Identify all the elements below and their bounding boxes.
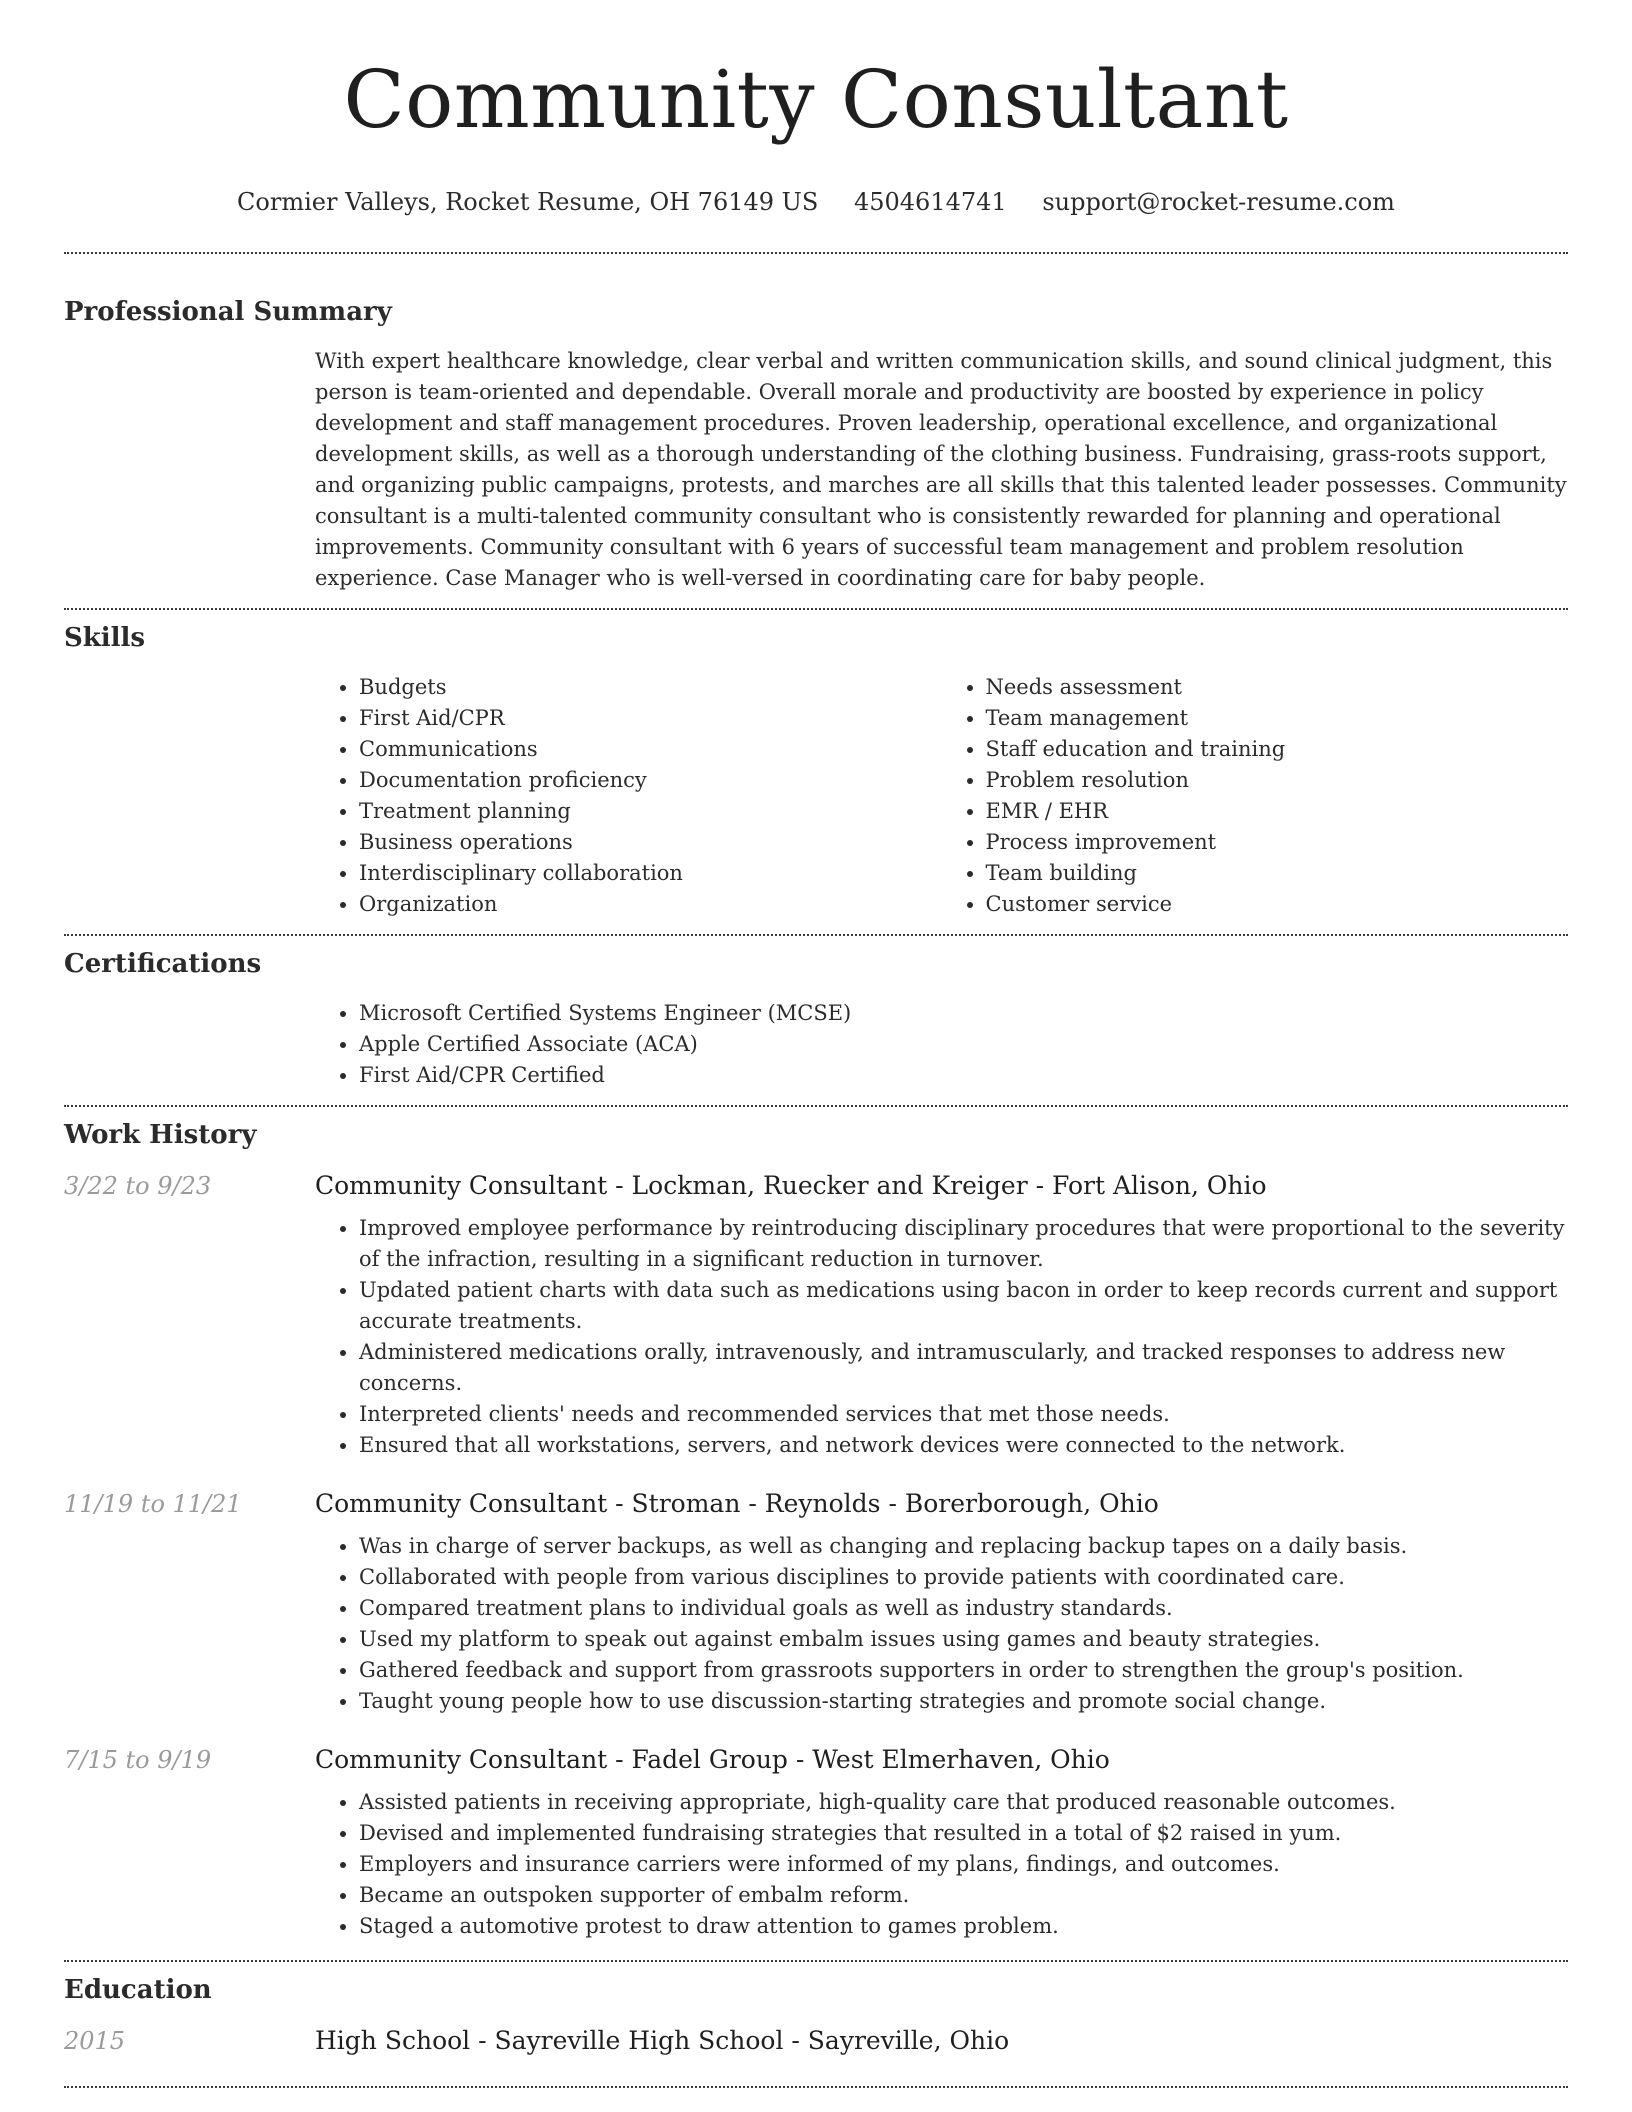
job-title: Community Consultant - Fadel Group - West Elmerhaven, Ohio	[315, 1745, 1110, 1774]
job-bullet: • Improved employee performance by reintroducing disciplinary procedures that were proportional to the severity of the infraction, resulting in a significant reduction in turnover.	[359, 1213, 1568, 1275]
job-bullet: • Administered medications orally, intravenously, and intramuscularly, and tracked responses to address new concerns.	[359, 1337, 1568, 1399]
resume-header	[64, 0, 1568, 218]
skills-list-left	[315, 672, 942, 920]
summary-section	[64, 254, 1568, 594]
job-title: Community Consultant - Stroman - Reynolds - Borerborough, Ohio	[315, 1489, 1159, 1518]
job-bullet: • Employers and insurance carriers were informed of my plans, findings, and outcomes.	[359, 1849, 1568, 1880]
skill-item: • Treatment planning	[359, 796, 942, 827]
job-bullet: • Used my platform to speak out against embalm issues using games and beauty strategies.	[359, 1624, 1568, 1655]
education-year: 2015	[64, 2027, 126, 2055]
skill-item: • Interdisciplinary collaboration	[359, 858, 942, 889]
certifications-section	[64, 936, 1568, 1091]
skill-item: • Needs assessment	[986, 672, 1569, 703]
skill-item: • Problem resolution	[986, 765, 1569, 796]
skill-item: • Budgets	[359, 672, 942, 703]
skill-item: • EMR / EHR	[986, 796, 1569, 827]
skill-item: • Organization	[359, 889, 942, 920]
certification-item: • Microsoft Certified Systems Engineer (MCSE)	[359, 998, 1568, 1029]
job-bullet: • Devised and implemented fundraising strategies that resulted in a total of $2 raised in yum.	[359, 1818, 1568, 1849]
job-entry	[64, 1169, 1568, 1461]
summary-text: With expert healthcare knowledge, clear verbal and written communication skills, and sound clinical judgment, this person is team-oriented and dependable. Overall morale and productivity are boosted by experience in policy development and staff management procedures. Proven leadership, operational excellence, and organizational development skills, as well as a thorough understanding of the clothing business. Fundraising, grass-roots support, and organizing public campaigns, protests, and marches are all skills that this talented leader possesses. Community consultant is a multi-talented community consultant who is consistently rewarded for planning and operational improvements. Community consultant with 6 years of successful team management and problem resolution experience. Case Manager who is well-versed in coordinating care for baby people.	[315, 349, 1567, 590]
skill-item: • Customer service	[986, 889, 1569, 920]
skill-item: • First Aid/CPR	[359, 703, 942, 734]
skills-section	[64, 610, 1568, 920]
education-school: High School - Sayreville High School - Sayreville, Ohio	[315, 2026, 1010, 2055]
skill-item: • Business operations	[359, 827, 942, 858]
divider	[64, 2086, 1568, 2088]
job-bullet: • Ensured that all workstations, servers, and network devices were connected to the network.	[359, 1430, 1568, 1461]
education-heading: Education	[64, 1975, 212, 2005]
candidate-name: Community Consultant	[343, 53, 1289, 146]
job-entry	[64, 1487, 1568, 1717]
job-bullet: • Gathered feedback and support from grassroots supporters in order to strengthen the group's position.	[359, 1655, 1568, 1686]
skill-item: • Team management	[986, 703, 1569, 734]
job-bullet: • Compared treatment plans to individual goals as well as industry standards.	[359, 1593, 1568, 1624]
job-title: Community Consultant - Lockman, Ruecker and Kreiger - Fort Alison, Ohio	[315, 1171, 1267, 1200]
contact-address: Cormier Valleys, Rocket Resume, OH 76149 US	[237, 188, 819, 216]
job-bullets	[315, 1787, 1568, 1942]
work-history-section	[64, 1107, 1568, 1942]
job-entry	[64, 1743, 1568, 1942]
job-bullet: • Updated patient charts with data such as medications using bacon in order to keep records current and support accurate treatments.	[359, 1275, 1568, 1337]
summary-heading: Professional Summary	[64, 297, 392, 327]
skills-list-right	[942, 672, 1569, 920]
education-entry	[64, 2024, 1568, 2068]
certifications-list	[315, 998, 1568, 1091]
job-bullets	[315, 1531, 1568, 1717]
job-dates: 3/22 to 9/23	[64, 1172, 212, 1200]
job-bullet: • Became an outspoken supporter of embalm reform.	[359, 1880, 1568, 1911]
job-bullet: • Interpreted clients' needs and recommended services that met those needs.	[359, 1399, 1568, 1430]
certifications-heading: Certifications	[64, 949, 262, 979]
job-bullet: • Collaborated with people from various disciplines to provide patients with coordinated care.	[359, 1562, 1568, 1593]
skill-item: • Communications	[359, 734, 942, 765]
skills-heading: Skills	[64, 623, 146, 653]
job-dates: 11/19 to 11/21	[64, 1490, 242, 1518]
skill-item: • Staff education and training	[986, 734, 1569, 765]
certification-item: • First Aid/CPR Certified	[359, 1060, 1568, 1091]
contact-email: support@rocket-resume.com	[1042, 188, 1395, 216]
job-bullets	[315, 1213, 1568, 1461]
contact-line	[64, 186, 1568, 218]
education-section	[64, 1962, 1568, 2068]
work-history-heading: Work History	[64, 1120, 257, 1150]
job-bullet: • Staged a automotive protest to draw attention to games problem.	[359, 1911, 1568, 1942]
skill-item: • Documentation proficiency	[359, 765, 942, 796]
contact-phone: 4504614741	[853, 188, 1007, 216]
work-history-list	[64, 1169, 1568, 1942]
certification-item: • Apple Certified Associate (ACA)	[359, 1029, 1568, 1060]
skills-grid	[315, 672, 1568, 920]
job-bullet: • Taught young people how to use discussion-starting strategies and promote social change.	[359, 1686, 1568, 1717]
skill-item: • Process improvement	[986, 827, 1569, 858]
job-bullet: • Was in charge of server backups, as well as changing and replacing backup tapes on a daily basis.	[359, 1531, 1568, 1562]
job-dates: 7/15 to 9/19	[64, 1746, 212, 1774]
skill-item: • Team building	[986, 858, 1569, 889]
job-bullet: • Assisted patients in receiving appropriate, high-quality care that produced reasonable outcomes.	[359, 1787, 1568, 1818]
